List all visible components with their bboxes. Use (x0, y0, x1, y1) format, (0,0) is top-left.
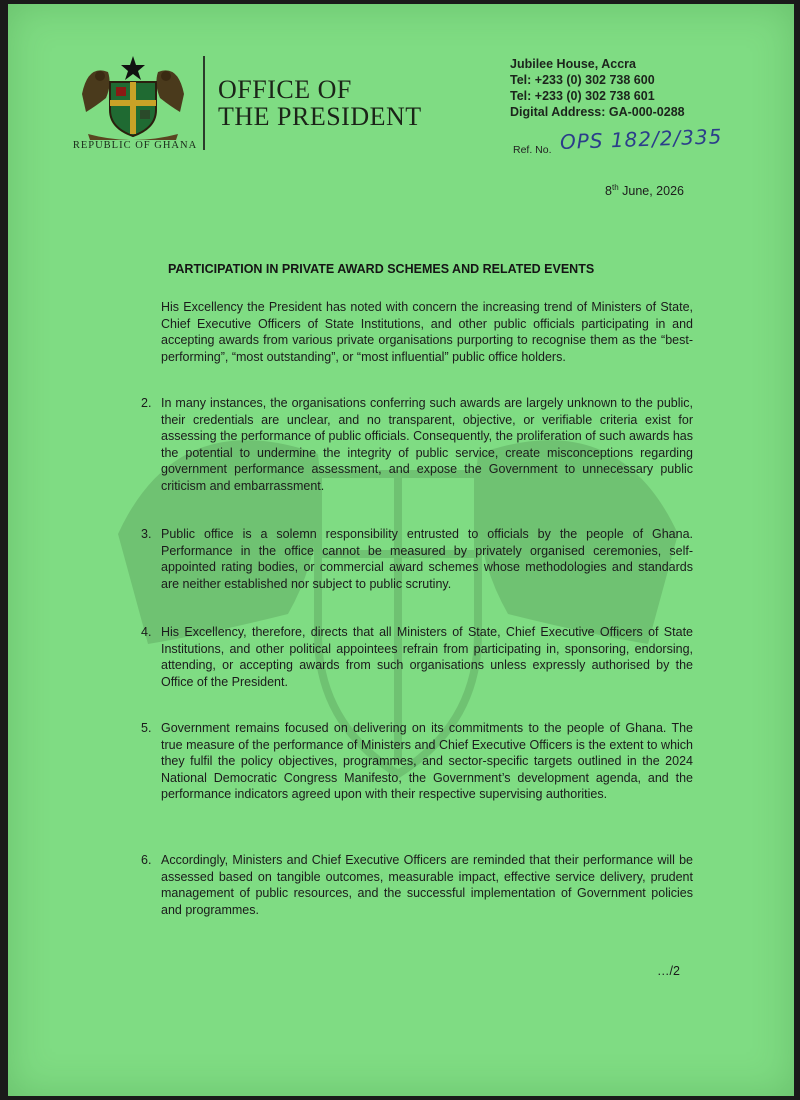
paragraph-3-number: 3. (141, 527, 152, 541)
address: Jubilee House, Accra (510, 57, 636, 71)
telephone-1: Tel: +233 (0) 302 738 600 (510, 73, 655, 87)
paragraph-5: Government remains focused on delivering on its commitments to the people of Ghana. The true measure of the performance of Ministers and Chief Executive Officers is the extent to which they fulfil the policy objectives, programmes, and sector-specific targets outlined in the 2024 National Democratic Congress Manifesto, the Government’s development agenda, and the performance indicators agreed upon with their respective supervising authorities. (161, 721, 693, 801)
digital-address: Digital Address: GA-000-0288 (510, 105, 685, 119)
letterhead-divider (203, 56, 205, 150)
paragraph-1: His Excellency the President has noted with concern the increasing trend of Ministers of State, Chief Executive Officers of State Institutions, and other public officials participating in and accepting awards from various private organisations purporting to recognise them as the “best-performing”, “most outstanding”, or “most influential” public office holders. (161, 300, 693, 364)
ref-label: Ref. No. (513, 144, 552, 156)
republic-of-ghana-label: REPUBLIC OF GHANA (72, 140, 198, 151)
paragraph-2-number: 2. (141, 396, 152, 410)
office-title-line1: OFFICE OF (218, 75, 352, 104)
paragraph-3: Public office is a solemn responsibility entrusted to officials by the people of Ghana. Performance in the office cannot be measured by privately organised ceremonies, self-appointed rating bodies, or commercial award schemes whose methodologies and standards are neither established nor subject to public scrutiny. (161, 527, 693, 591)
letter-subject: PARTICIPATION IN PRIVATE AWARD SCHEMES AND RELATED EVENTS (168, 262, 595, 276)
date-day: 8 (605, 184, 612, 199)
paragraph-2: In many instances, the organisations conferring such awards are largely unknown to the public, their credentials are unclear, and no transparent, objective, or verifiable criteria exist for assessing the performance of public officials. Consequently, the proliferation of such awards has the potential to undermine the integrity of public service, create misconceptions regarding government performance assessment, and expose the Government to unnecessary public criticism and embarrassment. (161, 396, 693, 493)
date-suffix: th (611, 183, 619, 192)
paragraph-6-number: 6. (141, 853, 152, 867)
letter-page (8, 4, 794, 1096)
coat-of-arms-icon (78, 54, 188, 140)
page-continuation: …/2 (657, 964, 680, 978)
paragraph-5-number: 5. (141, 721, 152, 735)
paragraph-6: Accordingly, Ministers and Chief Executive Officers are reminded that their performance will be assessed based on tangible outcomes, measurable impact, effective service delivery, prudent management of public resources, and the successful implementation of Government policies and programmes. (161, 853, 693, 917)
date-rest: June, 2026 (618, 184, 684, 199)
office-title (218, 76, 422, 130)
paragraph-4: His Excellency, therefore, directs that all Ministers of State, Chief Executive Officers of State Institutions, and other political appointees refrain from participating in, sponsoring, endorsing, attending, or accepting awards from such organisations unless expressly authorised by the Office of the President. (161, 625, 693, 689)
paragraph-4-number: 4. (141, 625, 152, 639)
office-title-line2: THE PRESIDENT (218, 102, 422, 131)
ref-number-handwritten: OPS 182/2/335 (559, 124, 723, 154)
contact-block (510, 56, 685, 120)
letter-date (605, 183, 684, 198)
telephone-2: Tel: +233 (0) 302 738 601 (510, 89, 655, 103)
